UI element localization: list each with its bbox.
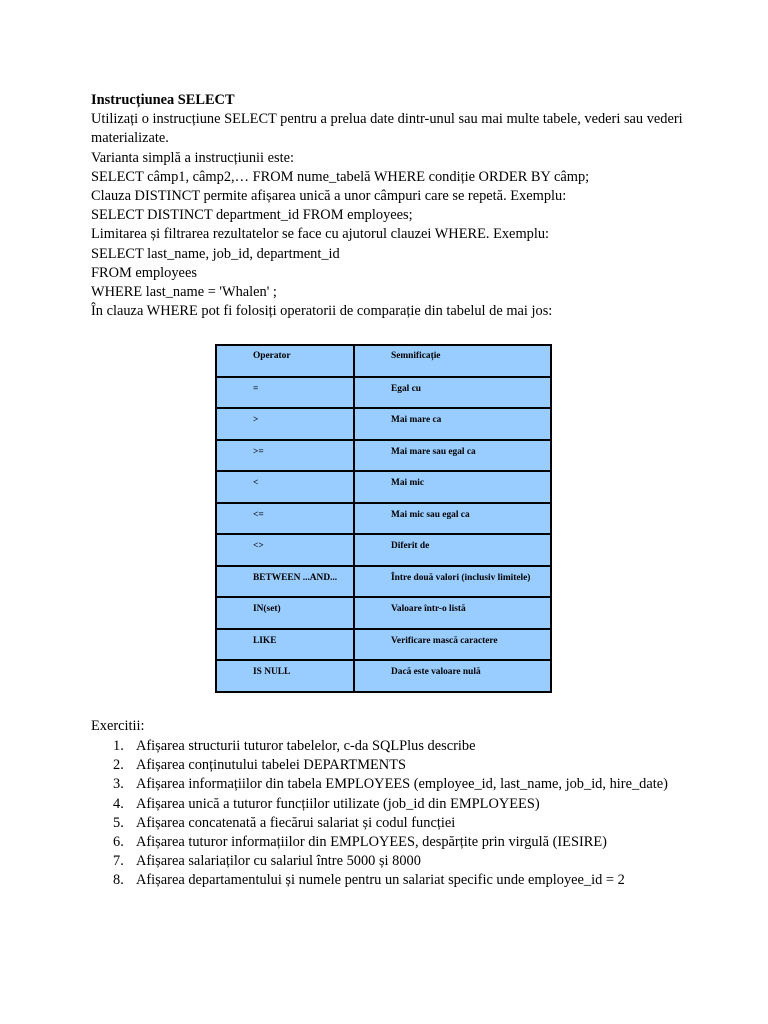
operator-cell: IN(set): [216, 597, 354, 629]
item-number: 1.: [113, 738, 124, 754]
intro-line: Limitarea și filtrarea rezultatelor se face cu ajutorul clauzei WHERE. Exemplu:: [91, 226, 550, 243]
item-number: 5.: [113, 814, 124, 831]
operator-cell: >: [216, 408, 354, 440]
meaning-cell: Dacă este valoare nulă: [354, 660, 551, 692]
table-row: [216, 440, 551, 472]
meaning-cell: Diferit de: [354, 534, 551, 566]
exercises-heading: Exercitii:: [91, 718, 145, 734]
operator-cell: <>: [216, 534, 354, 566]
header-operator: Operator: [216, 345, 354, 377]
exercises-list: [91, 737, 691, 891]
operator-cell: <=: [216, 503, 354, 535]
example-line: WHERE last_name = 'Whalen' ;: [91, 284, 277, 301]
operators-table: [215, 344, 552, 693]
item-number: 3.: [113, 776, 124, 793]
header-meaning: Semnificație: [354, 345, 551, 377]
item-text: Afișarea departamentului și numele pentru un salariat specific unde employee_id = 2: [136, 872, 625, 889]
operator-cell: =: [216, 377, 354, 409]
item-number: 4.: [113, 795, 124, 812]
operator-cell: BETWEEN ...AND...: [216, 566, 354, 598]
section-title: Instrucțiunea SELECT: [91, 92, 235, 108]
table-row: [216, 408, 551, 440]
list-item: [91, 871, 691, 890]
operator-cell: >=: [216, 440, 354, 472]
list-item: [91, 756, 691, 775]
meaning-cell: Între două valori (inclusiv limitele): [354, 566, 551, 598]
item-text: Afișarea salariaților cu salariul între 5000 și 8000: [136, 853, 421, 870]
item-text: Afișarea informațiilor din tabela EMPLOYEES (employee_id, last_name, job_id, hire_date): [136, 776, 668, 793]
operator-cell: IS NULL: [216, 660, 354, 692]
example-line: SELECT last_name, job_id, department_id: [91, 245, 340, 262]
syntax-line: SELECT câmp1, câmp2,… FROM nume_tabelă WHERE condiție ORDER BY câmp;: [91, 168, 590, 185]
table-row: [216, 503, 551, 535]
list-item: [91, 852, 691, 871]
item-text: Afișarea conținutului tabelei DEPARTMENTS: [136, 757, 406, 774]
operators-table-container: [215, 344, 552, 698]
meaning-cell: Verificare mască caractere: [354, 629, 551, 661]
meaning-cell: Mai mare sau egal ca: [354, 440, 551, 472]
item-text: Afișarea unică a tuturor funcțiilor utilizate (job_id din EMPLOYEES): [136, 795, 540, 812]
item-text: Afișarea tuturor informațiilor din EMPLOYEES, despărțite prin virgulă (IESIRE): [136, 834, 607, 851]
list-item: [91, 833, 691, 852]
table-header-row: [216, 345, 551, 377]
item-number: 2.: [113, 757, 124, 774]
item-text: Afișarea structurii tuturor tabelelor, c-da SQLPlus describe: [136, 738, 476, 754]
intro-line: În clauza WHERE pot fi folosiți operatorii de comparație din tabelul de mai jos:: [91, 303, 553, 320]
item-number: 7.: [113, 853, 124, 870]
table-row: [216, 471, 551, 503]
list-item: [91, 814, 691, 833]
intro-line: Varianta simplă a instrucțiunii este:: [91, 149, 295, 166]
intro-section: [91, 91, 691, 321]
example-line: SELECT DISTINCT department_id FROM employees;: [91, 207, 413, 224]
table-row: [216, 629, 551, 661]
table-row: [216, 660, 551, 692]
list-item: [91, 737, 691, 756]
item-number: 8.: [113, 872, 124, 889]
intro-line: Utilizați o instrucțiune SELECT pentru a prelua date dintr-unul sau mai multe tabele, vederi sau vederi materializate.: [91, 111, 683, 147]
meaning-cell: Mai mare ca: [354, 408, 551, 440]
meaning-cell: Mai mic: [354, 471, 551, 503]
operator-cell: LIKE: [216, 629, 354, 661]
intro-line: Clauza DISTINCT permite afișarea unică a unor câmpuri care se repetă. Exemplu:: [91, 188, 567, 205]
operator-cell: <: [216, 471, 354, 503]
item-text: Afișarea concatenată a fiecărui salariat și codul funcției: [136, 814, 456, 831]
table-row: [216, 534, 551, 566]
example-line: FROM employees: [91, 264, 197, 281]
meaning-cell: Egal cu: [354, 377, 551, 409]
meaning-cell: Mai mic sau egal ca: [354, 503, 551, 535]
table-row: [216, 566, 551, 598]
item-number: 6.: [113, 834, 124, 851]
table-row: [216, 597, 551, 629]
meaning-cell: Valoare într-o listă: [354, 597, 551, 629]
list-item: [91, 795, 691, 814]
table-row: [216, 377, 551, 409]
list-item: [91, 775, 691, 794]
